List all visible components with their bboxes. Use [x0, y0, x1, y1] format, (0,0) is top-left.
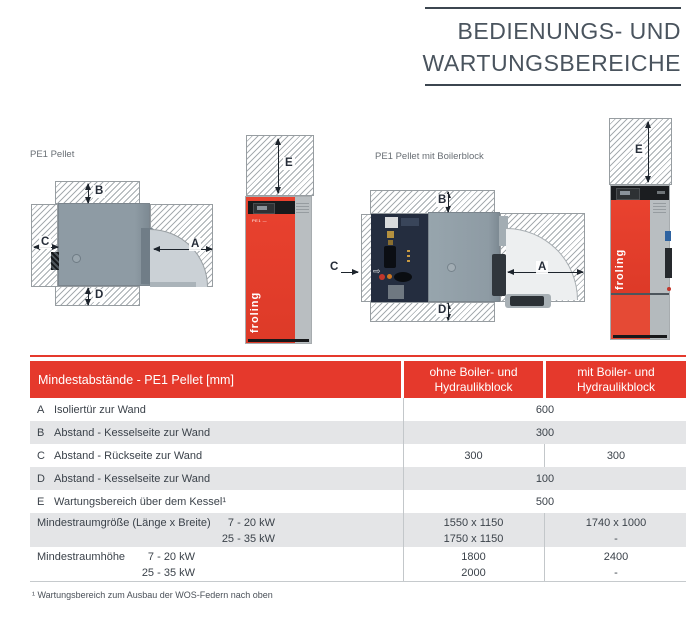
- boiler-top-view: [58, 203, 150, 286]
- flue-connection: [51, 252, 59, 270]
- vent-grille: [296, 201, 309, 213]
- dim-label-d-left: D: [95, 289, 104, 301]
- door-handle: [510, 296, 544, 306]
- display-screen-right: [616, 188, 640, 200]
- table-row-b: B Abstand - Kesselseite zur Wand 300: [30, 421, 686, 444]
- boilerblock-red-panel: [611, 295, 650, 339]
- brand-logo-right: froling: [614, 248, 626, 290]
- wall-hatch-top-right-diagram: [370, 190, 495, 214]
- dim-arrow-c-right: [341, 272, 358, 273]
- dim-label-a-right: A: [538, 261, 547, 273]
- door-knob: [72, 254, 81, 263]
- value-groesse-ohne: 1550 x 1150 1750 x 1150: [443, 517, 504, 545]
- dim-arrow-a-left: [154, 249, 212, 250]
- power-range-hoehe: 7 - 20 kW 25 - 35 kW: [141, 551, 195, 579]
- control-band-right: [611, 186, 669, 200]
- dim-label-c-left: C: [41, 236, 50, 248]
- table-row-e: E Wartungsbereich über dem Kessel¹ 500: [30, 490, 686, 513]
- dark-component: [665, 248, 672, 278]
- wall-hatch-bottom-right-diagram: [370, 302, 495, 322]
- dim-label-b-right: B: [438, 194, 447, 206]
- red-dot-component: [667, 287, 671, 291]
- value-groesse-mit: 1740 x 1000 -: [585, 517, 647, 545]
- table-header: [30, 361, 686, 398]
- vent-grille-right: [653, 203, 666, 213]
- value-hoehe-mit: 2400 -: [603, 551, 629, 579]
- block-gray-box: [388, 285, 404, 299]
- dim-label-a-left: A: [191, 238, 200, 250]
- dim-arrow-e-right: [648, 122, 649, 182]
- control-band: [248, 201, 295, 214]
- diagram-left-label: PE1 Pellet: [30, 149, 75, 160]
- pump-oval: [394, 272, 412, 282]
- boiler-base: [248, 339, 309, 342]
- table-row-a: A Isoliertür zur Wand 600: [30, 398, 686, 421]
- dim-label-c-right: C: [330, 261, 339, 273]
- boilerblock-gray-panel: [650, 295, 669, 339]
- page-title: [300, 15, 681, 79]
- door-knob-right: [447, 263, 456, 272]
- boiler-base-right: [613, 335, 667, 338]
- block-component-panel: [401, 218, 419, 226]
- table-row-d: D Abstand - Kesselseite zur Wand 100: [30, 467, 686, 490]
- door-swing-shadow: [150, 282, 196, 287]
- power-range-groesse: 7 - 20 kW 25 - 35 kW: [221, 517, 275, 545]
- boiler-top-view-right: [428, 212, 500, 302]
- footnote: ¹ Wartungsbereich zum Ausbau der WOS-Federn nach oben: [32, 590, 273, 600]
- brass-fitting: [387, 231, 394, 238]
- pump-component: [384, 246, 396, 268]
- dim-arrow-d-left: [88, 288, 89, 305]
- value-hoehe-ohne: 1800 2000: [461, 551, 486, 579]
- block-component-box: [385, 217, 398, 228]
- table-row-raumgroesse: Mindestraumgröße (Länge x Breite) 7 - 20 kW 25 - 35 kW 1550 x 1150 1750 x 1150 1740 x 1000 -: [30, 513, 686, 547]
- flow-arrow-icon: ⇨: [373, 266, 381, 276]
- table-row-c: C Abstand - Rückseite zur Wand 300 300: [30, 444, 686, 467]
- orange-valve: [387, 274, 392, 279]
- title-bottom-rule: [425, 84, 681, 86]
- brand-logo-left: froling: [249, 291, 261, 333]
- title-top-rule: [425, 7, 681, 9]
- table-title: Mindestabstände - PE1 Pellet [mm]: [30, 361, 401, 398]
- column-header-mit: mit Boiler- und Hydraulikblock: [546, 361, 686, 398]
- dim-label-b-left: B: [95, 185, 104, 197]
- dim-arrow-e-left: [278, 139, 279, 193]
- fitting-dots: [407, 248, 410, 262]
- column-header-ohne: ohne Boiler- und Hydraulikblock: [404, 361, 543, 398]
- page-title-line2: WARTUNGSBEREICHE: [422, 50, 681, 76]
- diagram-right-label: PE1 Pellet mit Boilerblock: [375, 151, 484, 162]
- dim-label-e-right: E: [635, 144, 643, 156]
- display-screen: [253, 203, 275, 214]
- brass-fitting-small: [388, 240, 393, 245]
- dim-arrow-b-left: [88, 184, 89, 203]
- band-vents: [657, 191, 665, 194]
- dim-label-d-right: D: [438, 304, 447, 316]
- dim-label-e-left: E: [285, 157, 293, 169]
- boiler-front-left: [245, 196, 312, 344]
- boiler-front-right: [610, 185, 670, 340]
- model-mini-text: PE1 —: [252, 218, 268, 223]
- table-row-raumhoehe: Mindestraumhöhe 7 - 20 kW 25 - 35 kW 1800 2000 2400 -: [30, 547, 686, 582]
- table-top-rule: [30, 355, 686, 357]
- blue-component: [665, 231, 671, 241]
- insulated-door-right: [492, 254, 506, 296]
- hydraulic-block-top-view: [371, 214, 428, 302]
- page-title-line1: BEDIENUNGS- UND: [457, 18, 681, 44]
